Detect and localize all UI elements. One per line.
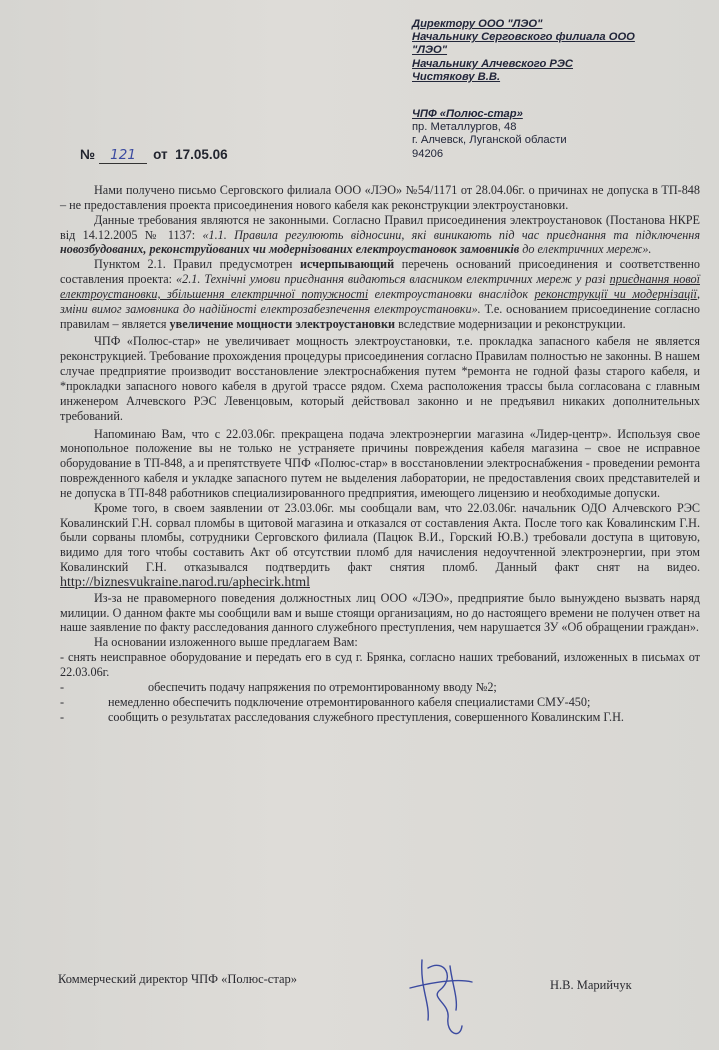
recipient-block — [412, 18, 712, 161]
recipient-line: Чистякову В.В. — [412, 70, 501, 83]
paragraph: Данные требования являются не законными. Согласно Правил присоединения электроустановок (Постанова НКРЕ від 14.12.2005 № 1137: «1.1. Правила регулюють відносини, які виникають під час приєднання та підключення новозбудованих, реконструйованих чи модернізованих електроустановок замовників до електричних мереж». — [60, 212, 701, 257]
list-item: - снять неисправное оборудование и передать его в суд г. Брянка, согласно наших требований, изложенных в письмах от 22.03.06г. — [60, 650, 700, 679]
paragraph: Нами получено письмо Серговского филиала ООО «ЛЭО» №54/1171 от 28.04.06г. о причинах не допуска в ТП-848 – не предоставления проекта присоединения нового кабеля как реконструкции электроустановки. — [60, 183, 700, 212]
document-number: № 121 от 17.05.06 — [80, 147, 228, 163]
paragraph: Напоминаю Вам, что с 22.03.06г. прекращена подача электроэнергии магазина «Лидер-центр». Используя свое монопольное положение вы не только не устраняете причины повреждения кабеля магазина – свое не исправное оборудование в ТП-848, а и препятствуете ЧПФ «Полюс-стар» в восстановлении электроснабжения - проведении ремонта поврежденного кабеля и укладке запасного путем не выделения лаборатории, не предоставления своих представителей и не допуска в ТП-848 работников специализированного предприятия, имеющего лицензию и необходимые допуски. — [60, 426, 700, 500]
sender-org: ЧПФ «Полюс-стар» — [412, 108, 523, 121]
list-item: - немедленно обеспечить подключение отремонтированного кабеля специалистами СМУ-450; — [60, 694, 591, 709]
signer-position: Коммерческий директор ЧПФ «Полюс-стар» — [58, 972, 297, 986]
recipient-line: Директору ООО "ЛЭО" — [412, 18, 543, 30]
list-item: - сообщить о результатах расследования служебного преступления, совершенного Ковалинским Г.Н. — [60, 709, 624, 724]
video-link[interactable]: http://biznesvukraine.narod.ru/aphecirk.html — [60, 574, 310, 590]
paragraph: Пунктом 2.1. Правил предусмотрен исчерпывающий перечень оснований присоединения и соответственно составления проекта: «2.1. Технічні умови приєднання видаються власником електричних мереж у разі приєднання нової електроустановки, збільшення електричної потужності електроустановки внаслідок реконструкції чи модернізації, зміни вимог замовника до надійності електрозабезпечення електроустановки». Т.е. основанием присоединение согласно правилам – является увеличение мощности электроустановки вследствие модернизации и реконструкции. — [60, 257, 701, 331]
recipient-line: Начальнику Алчевского РЭС — [412, 57, 574, 70]
signer-name: Н.В. Марийчук — [550, 978, 632, 992]
demands-list — [60, 650, 700, 724]
paragraph: ЧПФ «Полюс-стар» не увеличивает мощность электроустановки, т.е. прокладка запасного кабеля не является реконструкцией. Требование прохождения процедуры присоединения согласно Правилам полностью не законны. В нашем случае предприятие производит восстановление электроснабжения путем *ремонта не годной фазы старого кабеля, и *прокладки запасного нового кабеля в другой трассе рядом. Схема расположения трассы была согласована с главным инженером Алчевского РЭС Левенцовым, который действовал законно и не предъявил никаких дополнительных требований. — [60, 334, 700, 423]
list-item: - обеспечить подачу напряжения по отремонтированному вводу №2; — [60, 679, 497, 694]
paragraph: Кроме того, в своем заявлении от 23.03.06г. мы сообщали вам, что 22.03.06г. начальник ОДО Алчевского РЭС Ковалинский Г.Н. сорвал пломбы в щитовой магазина и отказался от составления Акта. После того как Ковалинским Г.Н. были сорваны пломбы, сотрудники Серговского филиала (Пацюк В.И., Горский Ю.В.) требовали доступа в щитовую, видимо для того чтобы составить Акт об отсутствии пломб для начисления недоучтенной электроэнергии, при этом Ковалинский Г.Н. отказывался подтвердить факт снятия пломб. Данный факт снят на видео. http://biznesvukraine.narod.ru/aphecirk.html — [60, 500, 700, 590]
document-date: 17.05.06 — [175, 147, 228, 162]
recipient-line: "ЛЭО" — [412, 44, 448, 57]
sender-street: пр. Металлургов, 48 — [412, 121, 517, 134]
paragraph: Из-за не правомерного поведения должностных лиц ООО «ЛЭО», предприятие было вынуждено вызвать наряд милиции. О данном факте мы сообщили вам и выше стоящи организациям, но до настоящего времени не получен ответ на наше заявление по факту расследования данного служебного преступления, чем нарушается ЗУ «Об обращении граждан». — [60, 590, 700, 635]
handwritten-number: 121 — [99, 147, 147, 164]
recipient-line: Начальнику Серговского филиала ООО — [412, 31, 635, 44]
letter-body — [60, 183, 700, 724]
handwritten-signature — [400, 948, 480, 1043]
sender-zip: 94206 — [412, 147, 444, 160]
sender-city: г. Алчевск, Луганской области — [412, 134, 567, 147]
paragraph: На основании изложенного выше предлагаем Вам: — [94, 635, 358, 650]
